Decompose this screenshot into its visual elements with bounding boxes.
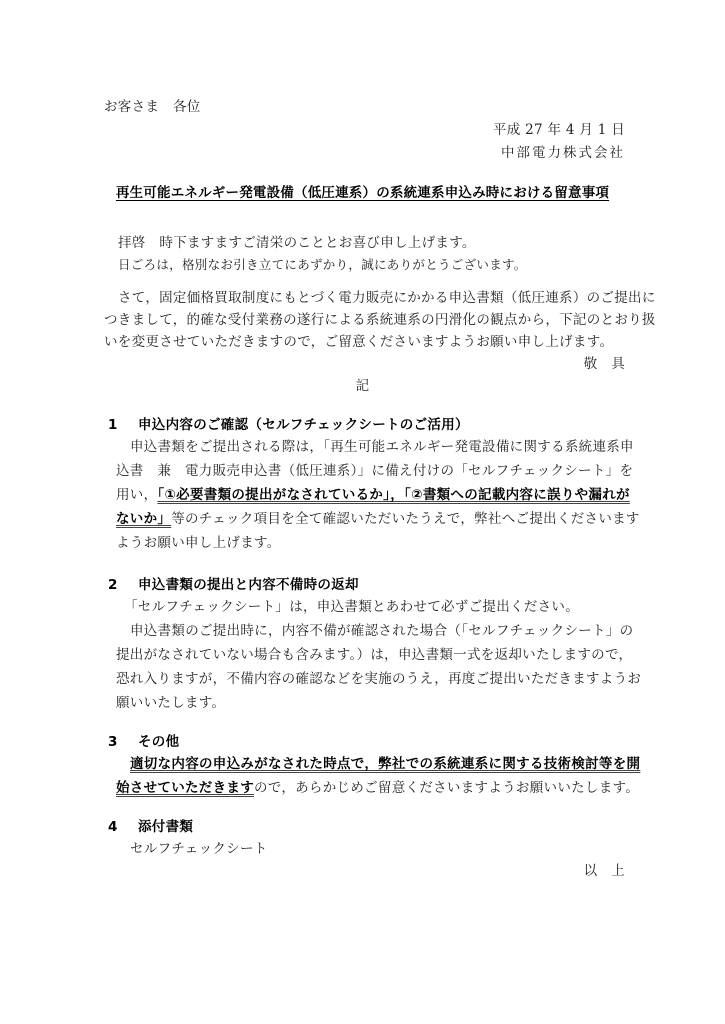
section-1-line-5: ようお願い申し上げます。: [116, 535, 281, 551]
section-1-emphasis-1: 「①必要書類の提出がなされているか」，「②書類への記載内容に誤りや漏れが: [157, 487, 630, 503]
section-3-line-2: [116, 779, 639, 797]
section-1-line-3-prefix: 用い，: [116, 487, 158, 503]
section-2-line-4: 恐れ入りますが，不備内容の確認などを実施のうえ，再度ご提出いただきますようお: [116, 671, 642, 687]
section-4-number: 4: [108, 819, 118, 835]
section-3-emphasis-2: 始させていただきます: [116, 780, 254, 796]
section-2-line-5: 願いいたします。: [116, 695, 226, 711]
section-1-line-2: 込書 兼 電力販売申込書（低圧連系）」に備え付けの「セルフチェックシート」を: [116, 463, 634, 479]
section-4-heading: [108, 818, 193, 836]
intro-line-3: いを変更させていただきますので，ご留意くださいますようお願い申し上げます。: [104, 334, 614, 350]
keigu: 敬 具: [583, 356, 625, 372]
section-3-emphasis-1: 適切な内容の申込みがなされた時点で，弊社での系統連系に関する技術検討等を開: [130, 756, 641, 772]
ki: 記: [355, 378, 370, 394]
section-4-line-1: セルフチェックシート: [130, 841, 268, 857]
document-title-wrap: [0, 184, 725, 202]
section-2-number: 2: [108, 577, 118, 593]
section-1-line-3: [116, 486, 630, 504]
section-1-line-1: 申込書類をご提出される際は，「再生可能エネルギー発電設備に関する系統連系申: [130, 439, 634, 455]
section-2-title: 申込書類の提出と内容不備時の返却: [138, 577, 359, 593]
closing-ijo: 以 上: [583, 863, 625, 879]
greeting-line-2: 日ごろは，格別なお引き立てにあずかり，誠にありがとうございます。: [118, 257, 527, 272]
section-3-heading: [108, 733, 179, 751]
company-name: 中部電力株式会社: [501, 145, 625, 161]
section-1-number: 1: [108, 417, 118, 433]
intro-line-2: つきまして，的確な受付業務の遂行による系統連系の円滑化の観点から，下記のとおり扱: [104, 312, 656, 328]
section-1-title: 申込内容のご確認（セルフチェックシートのご活用）: [138, 417, 469, 433]
section-2-heading: [108, 576, 359, 594]
date: 平成 27 年 4 月 1 日: [492, 122, 625, 138]
document-title: 再生可能エネルギー発電設備（低圧連系）の系統連系申込み時における留意事項: [115, 185, 610, 201]
section-1-emphasis-2: ないか」: [116, 511, 172, 527]
addressee: お客さま 各位: [104, 99, 201, 115]
section-1-line-4: [116, 510, 640, 528]
greeting-line-1: 拝啓 時下ますますご清栄のこととお喜び申し上げます。: [118, 235, 476, 251]
section-3-number: 3: [108, 734, 118, 750]
section-2-line-2: 申込書類のご提出時に，内容不備が確認された場合（「セルフチェックシート」の: [130, 623, 634, 639]
intro-line-1: さて，固定価格買取制度にもとづく電力販売にかかる申込書類（低圧連系）のご提出に: [118, 290, 656, 306]
section-2-line-1: 「セルフチェックシート」は，申込書類とあわせて必ずご提出ください。: [124, 599, 579, 615]
section-1-heading: [108, 416, 469, 434]
section-3-line-2-rest: ので，あらかじめご留意くださいますようお願いいたします。: [254, 780, 640, 796]
section-4-title: 添付書類: [138, 819, 194, 835]
section-3-title: その他: [138, 734, 180, 750]
section-3-line-1: [130, 755, 640, 773]
section-2-line-3: 提出がなされていない場合も含みます。）は，申込書類一式を返却いたしますので，: [116, 647, 633, 663]
section-1-line-4-rest: 等のチェック項目を全て確認いただいたうえで，弊社へご提出くださいます: [171, 511, 640, 527]
